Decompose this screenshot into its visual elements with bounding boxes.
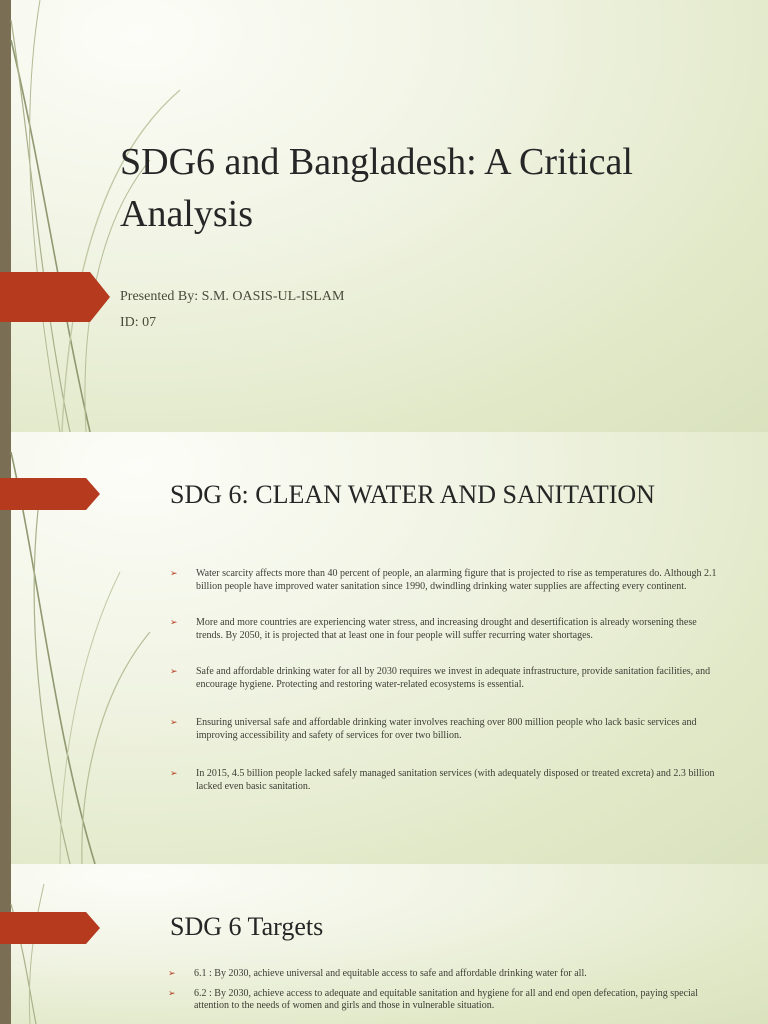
chevron-arrow-icon: ➢ <box>170 618 178 628</box>
chevron-arrow-icon: ➢ <box>170 718 178 728</box>
chevron-arrow-icon: ➢ <box>168 988 176 999</box>
section-tab <box>0 272 110 322</box>
section-tab <box>0 478 100 510</box>
chevron-arrow-icon: ➢ <box>170 667 178 677</box>
bullet-list <box>170 568 718 817</box>
bullet-text: Water scarcity affects more than 40 percent of people, an alarming figure that is projected to rise as temperatures do. Although 2.1 billion people have improved water sanitation since 1990, dwindling drinking water supplies are affecting every continent. <box>196 568 717 592</box>
section-tab <box>0 912 100 944</box>
presenter-id: ID: 07 <box>120 315 157 330</box>
title-slide <box>0 0 768 432</box>
left-rail <box>0 864 11 1024</box>
list-item <box>170 717 718 742</box>
bullet-text: More and more countries are experiencing water stress, and increasing drought and desertification is already worsening these trends. By 2050, it is projected that at least one in four people will suffer recurring water shortages. <box>196 617 697 641</box>
list-item <box>168 968 724 981</box>
bullet-text: Safe and affordable drinking water for all by 2030 requires we invest in adequate infrastructure, provide sanitation facilities, and encourage hygiene. Protecting and restoring water-related ecosystems is essential. <box>196 666 711 690</box>
bullet-text: 6.1 : By 2030, achieve universal and equitable access to safe and affordable drinking water for all. <box>194 968 587 979</box>
bullet-text: 6.2 : By 2030, achieve access to adequate and equitable sanitation and hygiene for all and end open defecation, paying special attention to the needs of women and girls and those in vulnerable situation. <box>194 987 698 1011</box>
content-slide-sdg6 <box>0 432 768 864</box>
list-item <box>170 617 718 642</box>
presentation-title: SDG6 and Bangladesh: A Critical Analysis <box>120 141 633 235</box>
bullet-text: Ensuring universal safe and affordable drinking water involves reaching over 800 million people who lack basic services and improving accessibility and safety of services for over two billion. <box>196 717 697 741</box>
list-item <box>170 666 718 691</box>
slide-heading: SDG 6: CLEAN WATER AND SANITATION <box>170 480 655 509</box>
bullet-text: In 2015, 4.5 billion people lacked safely managed sanitation services (with adequately disposed or treated excreta) and 2.3 billion lacked even basic sanitation. <box>196 768 715 792</box>
decorative-curves <box>0 864 160 1024</box>
chevron-arrow-icon: ➢ <box>168 969 176 979</box>
chevron-arrow-icon: ➢ <box>170 769 178 779</box>
list-item <box>168 988 724 1013</box>
left-rail <box>0 0 11 432</box>
slide-heading: SDG 6 Targets <box>170 912 324 941</box>
list-item <box>170 568 718 593</box>
bullet-list <box>168 968 724 1020</box>
list-item <box>170 768 718 793</box>
presenter-name: Presented By: S.M. OASIS-UL-ISLAM <box>120 289 345 304</box>
chevron-arrow-icon: ➢ <box>170 569 178 579</box>
content-slide-targets <box>0 864 768 1024</box>
